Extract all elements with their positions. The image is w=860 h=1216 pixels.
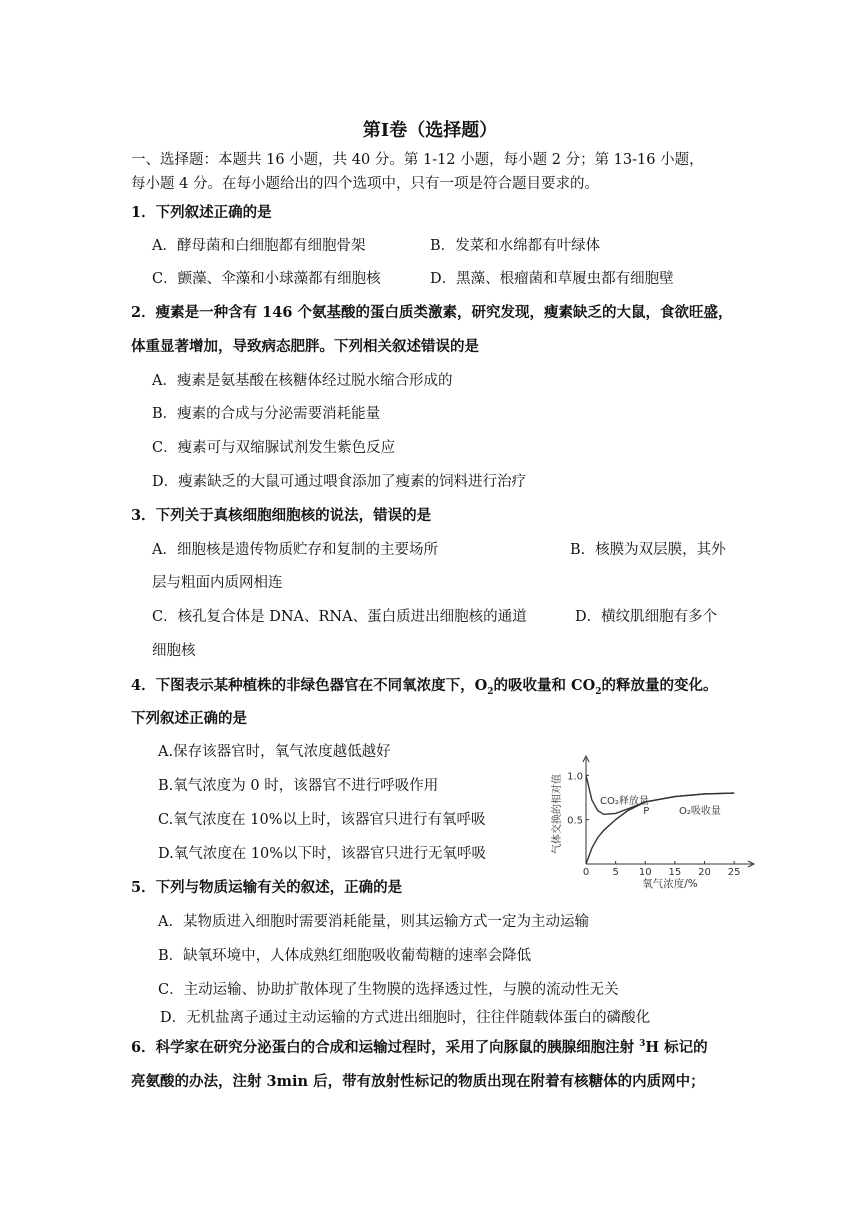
x-tick-label: 0 (582, 867, 590, 878)
q3-option-b-part2: 层与粗面内质网相连 (152, 575, 283, 591)
q1-option-c: C．颤藻、伞藻和小球藻都有细胞核 (152, 271, 381, 287)
q3-option-d-part2: 细胞核 (152, 643, 196, 659)
q6-stem-line2: 亮氨酸的办法，注射 3min 后，带有放射性标记的物质出现在附着有核糖体的内质网中； (131, 1073, 705, 1090)
y-tick-label: 1.0 (567, 771, 583, 783)
q2-option-a: A．瘦素是氨基酸在核糖体经过脱水缩合形成的 (152, 373, 453, 389)
q3-option-a: A．细胞核是遗传物质贮存和复制的主要场所 (152, 542, 438, 558)
y-axis-label: 气体交换的相对值 (552, 774, 563, 854)
q5-stem: 5．下列与物质运输有关的叙述，正确的是 (131, 879, 403, 896)
x-tick-label: 10 (638, 867, 652, 878)
section-intro-line1: 一、选择题：本题共 16 小题，共 40 分。第 1-12 小题，每小题 2 分；第 13-16 小题， (131, 152, 704, 168)
x-tick-label: 15 (668, 867, 682, 878)
q4-option-d: D.氧气浓度在 10%以下时，该器官只进行无氧呼吸 (158, 846, 487, 862)
q4-option-b: B.氧气浓度为 0 时，该器官不进行呼吸作用 (158, 778, 439, 794)
q5-option-c: C．主动运输、协助扩散体现了生物膜的选择透过性，与膜的流动性无关 (158, 982, 619, 998)
q4-option-a: A.保存该器官时，氧气浓度越低越好 (158, 744, 391, 760)
q1-option-a: A．酵母菌和白细胞都有细胞骨架 (152, 238, 366, 254)
chart-labels (550, 771, 741, 890)
q2-option-d: D．瘦素缺乏的大鼠可通过喂食添加了瘦素的饲料进行治疗 (152, 474, 527, 490)
x-tick-label: 20 (698, 867, 711, 878)
q2-stem-line1: 2．瘦素是一种含有 146 个氨基酸的蛋白质类激素，研究发现，瘦素缺乏的大鼠，食欲旺盛， (131, 304, 733, 321)
chart-axes (583, 756, 754, 867)
q3-option-d-part1: D．横纹肌细胞有多个 (575, 609, 718, 625)
page-title: 第Ⅰ卷（选择题） (362, 120, 498, 141)
q5-option-a: A．某物质进入细胞时需要消耗能量，则其运输方式一定为主动运输 (158, 914, 589, 930)
series-label-co2: CO₂释放量 (600, 796, 649, 807)
q4-stem-line1: 4．下图表示某种植株的非绿色器官在不同氧浓度下，$O_2$的吸收量和 $CO_2$的释放量的变化。 (131, 677, 718, 697)
q5-option-d: D．无机盐离子通过主动运输的方式进出细胞时，往往伴随载体蛋白的磷酸化 (160, 1010, 651, 1026)
q1-stem: 1．下列叙述正确的是 (131, 204, 272, 221)
q5-option-b: B．缺氧环境中，人体成熟红细胞吸收葡萄糖的速率会降低 (158, 948, 532, 964)
q6-stem-line1: 6．科学家在研究分泌蛋白的合成和运输过程时，采用了向豚鼠的胰腺细胞注射 $^3$H 标记的 (131, 1039, 708, 1056)
x-tick-label: 25 (727, 867, 741, 878)
chart-marks (586, 775, 734, 864)
x-axis-label: 氧气浓度/% (642, 878, 698, 890)
gas-exchange-chart (548, 752, 758, 890)
series-label-o2: O₂吸收量 (679, 806, 721, 817)
section-intro-line2: 每小题 4 分。在每小题给出的四个选项中，只有一项是符合题目要求的。 (131, 176, 599, 192)
q3-stem: 3．下列关于真核细胞细胞核的说法，错误的是 (131, 507, 432, 524)
q1-option-d: D．黑藻、根瘤菌和草履虫都有细胞壁 (430, 271, 674, 287)
q2-option-c: C．瘦素可与双缩脲试剂发生紫色反应 (152, 440, 396, 456)
q2-option-b: B．瘦素的合成与分泌需要消耗能量 (152, 406, 381, 422)
x-tick-label: 5 (612, 867, 619, 878)
q4-stem-line2: 下列叙述正确的是 (131, 710, 247, 727)
q4-option-c: C.氧气浓度在 10%以上时，该器官只进行有氧呼吸 (158, 812, 486, 828)
y-tick-label: 0.5 (567, 815, 583, 827)
q3-option-c: C．核孔复合体是 DNA、RNA、蛋白质进出细胞核的通道 (152, 609, 527, 625)
point-label: P (643, 805, 650, 817)
q2-stem-line2: 体重显著增加，导致病态肥胖。下列相关叙述错误的是 (131, 338, 479, 355)
q3-option-b-part1: B．核膜为双层膜，其外 (570, 542, 726, 558)
q1-option-b: B．发菜和水绵都有叶绿体 (430, 238, 601, 254)
